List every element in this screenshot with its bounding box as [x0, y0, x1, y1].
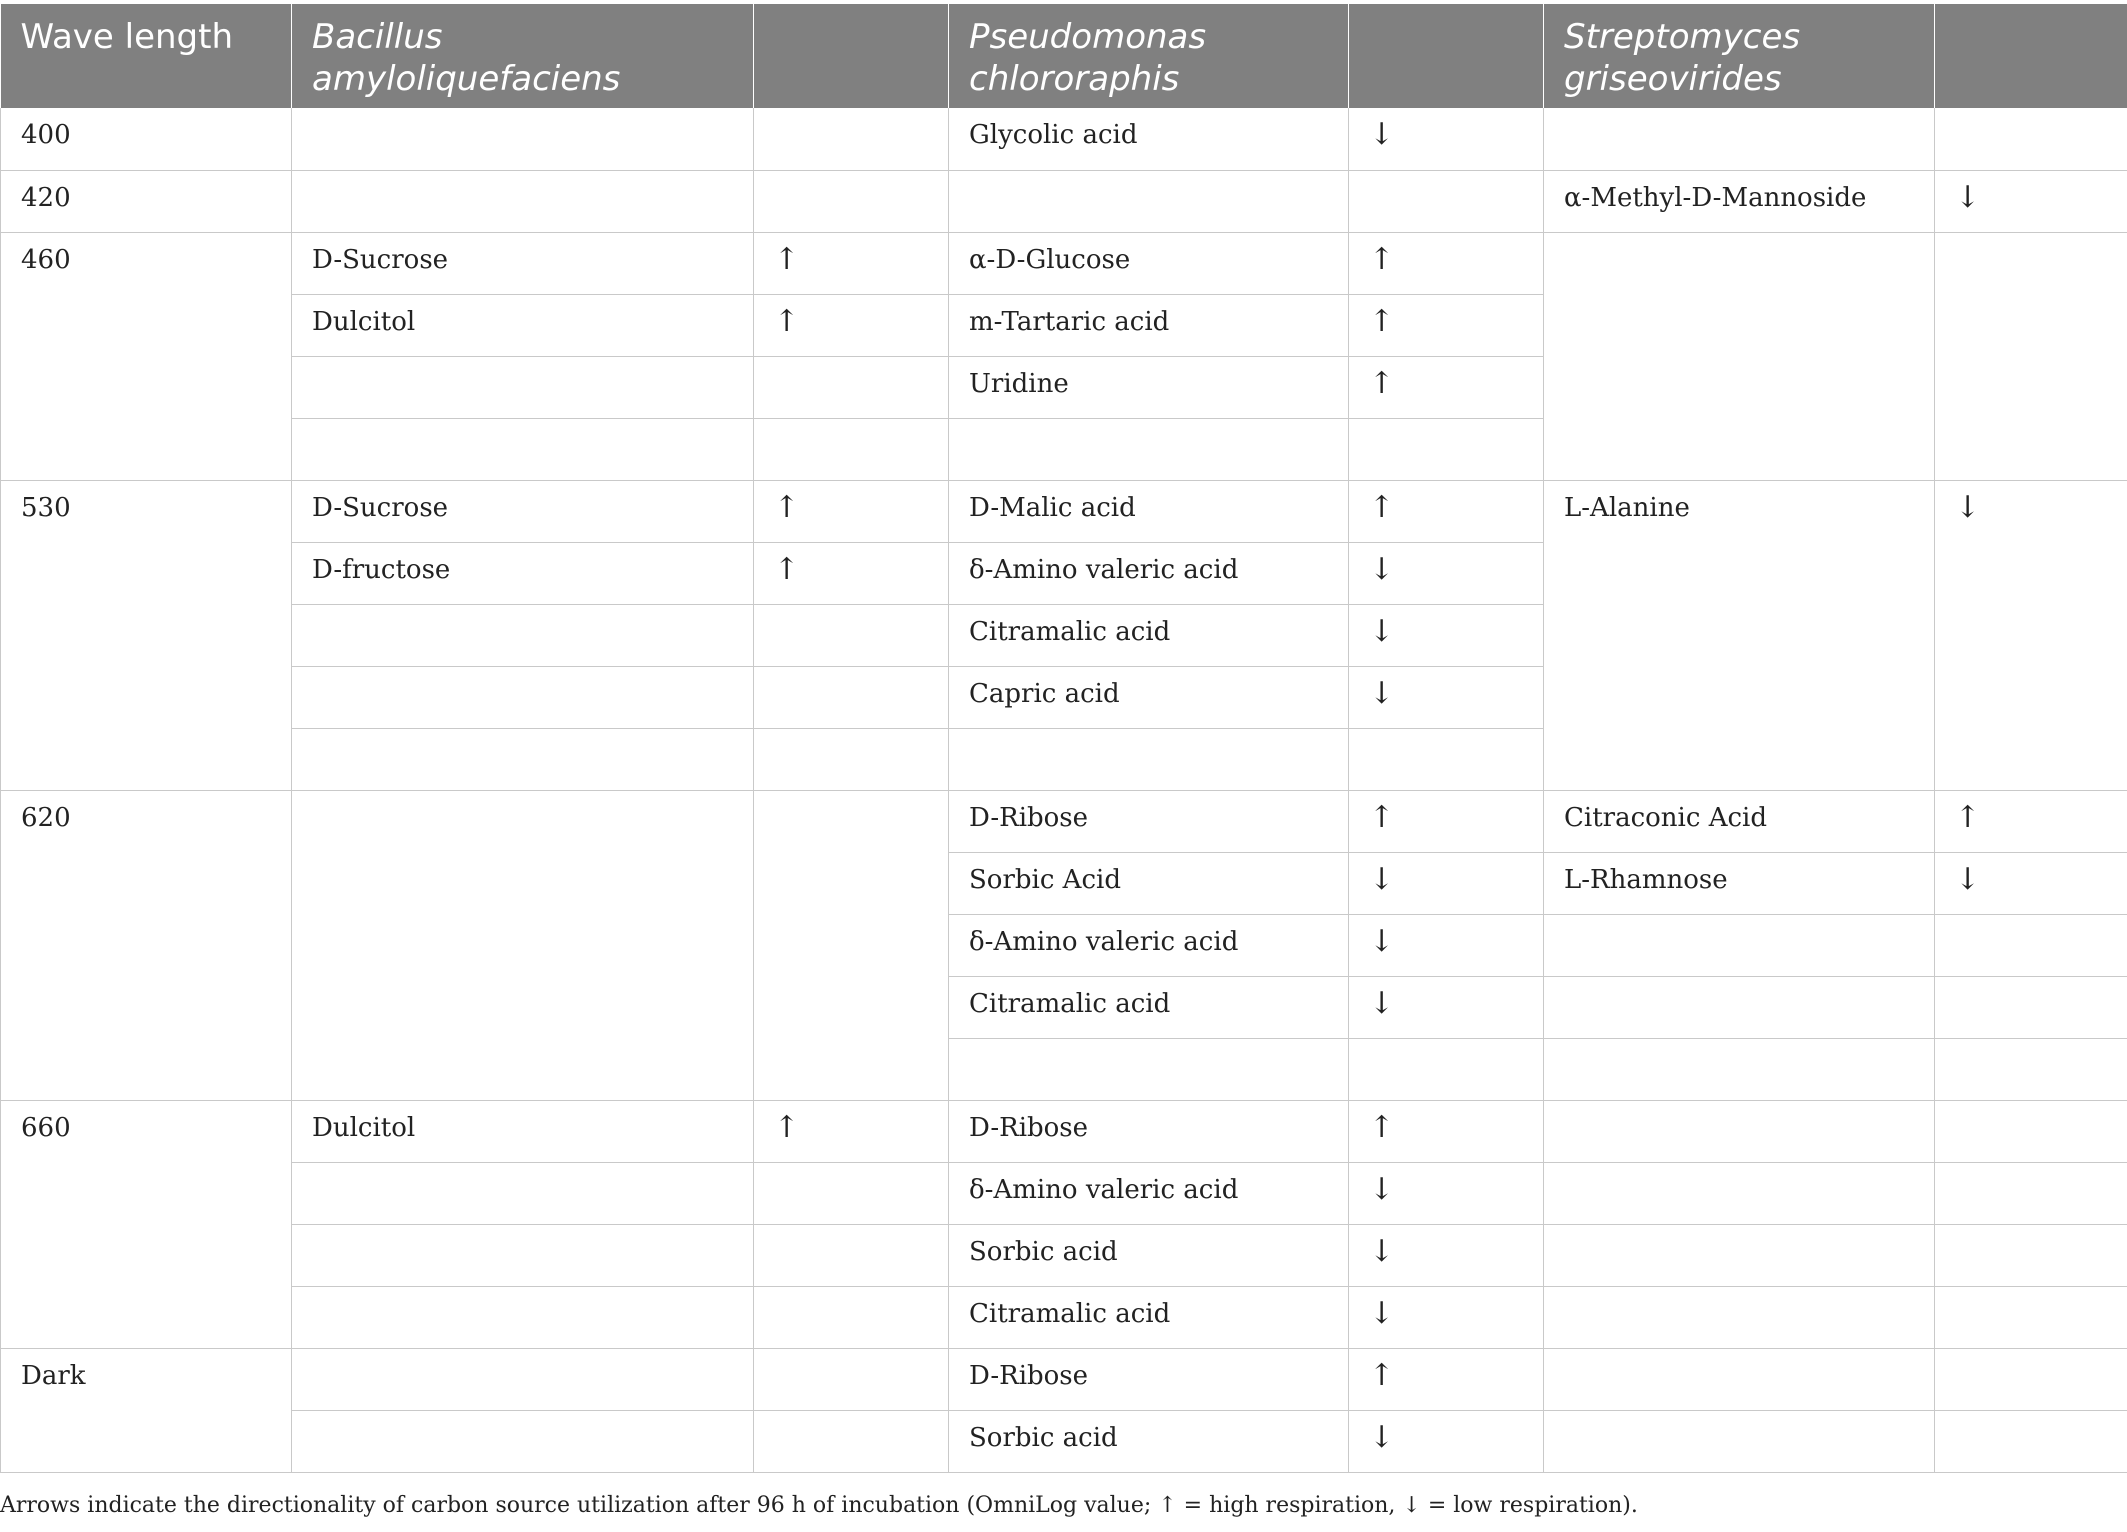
bacillus-source [292, 728, 754, 790]
bacillus-source: D-Sucrose [292, 232, 754, 294]
pseudomonas-source: δ-Amino valeric acid [949, 1162, 1349, 1224]
bacillus-direction: ↑ [754, 480, 949, 542]
pseudomonas-source: D-Malic acid [949, 480, 1349, 542]
streptomyces-direction [1935, 1162, 2127, 1224]
table-row [1, 480, 2127, 542]
bacillus-source [292, 108, 754, 170]
wavelength-cell: 460 [1, 232, 292, 480]
pseudomonas-source: Capric acid [949, 666, 1349, 728]
header-bacillus-direction [754, 4, 949, 108]
bacillus-source [292, 170, 754, 232]
pseudomonas-direction: ↑ [1349, 790, 1544, 852]
bacillus-source [292, 1348, 754, 1410]
streptomyces-source: L-Rhamnose [1544, 852, 1935, 914]
pseudomonas-direction: ↓ [1349, 1224, 1544, 1286]
table-row [1, 1348, 2127, 1410]
pseudomonas-source: D-Ribose [949, 790, 1349, 852]
streptomyces-source: L-Alanine [1544, 480, 1935, 790]
streptomyces-source [1544, 1162, 1935, 1224]
bacillus-source [292, 356, 754, 418]
table-row [1, 170, 2127, 232]
streptomyces-direction [1935, 976, 2127, 1038]
pseudomonas-source: δ-Amino valeric acid [949, 542, 1349, 604]
pseudomonas-direction: ↓ [1349, 852, 1544, 914]
streptomyces-direction: ↑ [1935, 790, 2127, 852]
streptomyces-source [1544, 1286, 1935, 1348]
streptomyces-direction [1935, 1348, 2127, 1410]
table-row [1, 1286, 2127, 1348]
streptomyces-direction [1935, 108, 2127, 170]
bacillus-direction [754, 666, 949, 728]
bacillus-direction [754, 1286, 949, 1348]
pseudomonas-source [949, 170, 1349, 232]
bacillus-direction [754, 418, 949, 480]
table-row [1, 790, 2127, 852]
pseudomonas-direction: ↑ [1349, 1100, 1544, 1162]
pseudomonas-direction [1349, 170, 1544, 232]
pseudomonas-direction [1349, 728, 1544, 790]
carbon-source-table [0, 4, 2127, 1473]
bacillus-direction [754, 1224, 949, 1286]
bacillus-direction [754, 1162, 949, 1224]
wavelength-cell: 620 [1, 790, 292, 1100]
wavelength-cell: Dark [1, 1348, 292, 1472]
streptomyces-direction: ↓ [1935, 480, 2127, 790]
wavelength-cell: 530 [1, 480, 292, 790]
bacillus-source [292, 666, 754, 728]
bacillus-source: D-Sucrose [292, 480, 754, 542]
streptomyces-direction [1935, 1410, 2127, 1472]
wavelength-cell: 420 [1, 170, 292, 232]
bacillus-direction: ↑ [754, 294, 949, 356]
pseudomonas-direction: ↑ [1349, 480, 1544, 542]
streptomyces-source [1544, 1224, 1935, 1286]
bacillus-source [292, 604, 754, 666]
pseudomonas-source: Sorbic acid [949, 1410, 1349, 1472]
pseudomonas-direction [1349, 418, 1544, 480]
pseudomonas-source: Citramalic acid [949, 976, 1349, 1038]
header-row [1, 4, 2127, 108]
header-bacillus: Bacillus amyloliquefaciens [292, 4, 754, 108]
streptomyces-direction: ↓ [1935, 852, 2127, 914]
table-row [1, 1410, 2127, 1472]
pseudomonas-source: Citramalic acid [949, 604, 1349, 666]
pseudomonas-source: D-Ribose [949, 1348, 1349, 1410]
streptomyces-source [1544, 108, 1935, 170]
pseudomonas-direction: ↓ [1349, 666, 1544, 728]
pseudomonas-direction: ↑ [1349, 1348, 1544, 1410]
pseudomonas-source: α-D-Glucose [949, 232, 1349, 294]
pseudomonas-direction [1349, 1038, 1544, 1100]
streptomyces-direction [1935, 1038, 2127, 1100]
streptomyces-direction [1935, 914, 2127, 976]
pseudomonas-direction: ↓ [1349, 108, 1544, 170]
bacillus-direction [754, 1410, 949, 1472]
bacillus-source [292, 1162, 754, 1224]
bacillus-source [292, 790, 754, 1100]
streptomyces-direction [1935, 1224, 2127, 1286]
streptomyces-source [1544, 1100, 1935, 1162]
bacillus-direction [754, 170, 949, 232]
pseudomonas-source: Citramalic acid [949, 1286, 1349, 1348]
bacillus-direction: ↑ [754, 1100, 949, 1162]
header-pseudomonas: Pseudomonas chlororaphis [949, 4, 1349, 108]
streptomyces-source [1544, 1348, 1935, 1410]
bacillus-direction [754, 1348, 949, 1410]
pseudomonas-direction: ↓ [1349, 976, 1544, 1038]
bacillus-source: Dulcitol [292, 294, 754, 356]
streptomyces-source [1544, 1038, 1935, 1100]
pseudomonas-source: Sorbic acid [949, 1224, 1349, 1286]
bacillus-direction: ↑ [754, 232, 949, 294]
header-streptomyces-direction [1935, 4, 2127, 108]
bacillus-direction [754, 790, 949, 1100]
bacillus-direction [754, 356, 949, 418]
pseudomonas-source [949, 1038, 1349, 1100]
pseudomonas-direction: ↓ [1349, 914, 1544, 976]
pseudomonas-direction: ↓ [1349, 1286, 1544, 1348]
pseudomonas-source [949, 418, 1349, 480]
pseudomonas-direction: ↓ [1349, 542, 1544, 604]
bacillus-source [292, 418, 754, 480]
bacillus-direction: ↑ [754, 542, 949, 604]
pseudomonas-direction: ↑ [1349, 294, 1544, 356]
pseudomonas-direction: ↓ [1349, 604, 1544, 666]
bacillus-source [292, 1224, 754, 1286]
pseudomonas-direction: ↓ [1349, 1162, 1544, 1224]
pseudomonas-source: δ-Amino valeric acid [949, 914, 1349, 976]
bacillus-source [292, 1410, 754, 1472]
header-pseudomonas-direction [1349, 4, 1544, 108]
pseudomonas-source: Glycolic acid [949, 108, 1349, 170]
pseudomonas-source [949, 728, 1349, 790]
bacillus-direction [754, 108, 949, 170]
streptomyces-source [1544, 976, 1935, 1038]
pseudomonas-source: D-Ribose [949, 1100, 1349, 1162]
streptomyces-direction [1935, 1100, 2127, 1162]
streptomyces-source [1544, 232, 1935, 480]
bacillus-source: Dulcitol [292, 1100, 754, 1162]
table-footnote: Arrows indicate the directionality of carbon source utilization after 96 h of incubation (OmniLog value; ↑ = high respiration, ↓ = low respiration). [0, 1493, 1638, 1518]
pseudomonas-source: m-Tartaric acid [949, 294, 1349, 356]
bacillus-direction [754, 604, 949, 666]
pseudomonas-source: Uridine [949, 356, 1349, 418]
table-row [1, 108, 2127, 170]
bacillus-source: D-fructose [292, 542, 754, 604]
table-row [1, 232, 2127, 294]
bacillus-direction [754, 728, 949, 790]
pseudomonas-direction: ↑ [1349, 232, 1544, 294]
table-row [1, 1162, 2127, 1224]
bacillus-source [292, 1286, 754, 1348]
wavelength-cell: 400 [1, 108, 292, 170]
streptomyces-source: α-Methyl-D-Mannoside [1544, 170, 1935, 232]
streptomyces-direction: ↓ [1935, 170, 2127, 232]
pseudomonas-source: Sorbic Acid [949, 852, 1349, 914]
table-row [1, 1224, 2127, 1286]
table-row [1, 1100, 2127, 1162]
streptomyces-source [1544, 914, 1935, 976]
header-wavelength: Wave length [1, 4, 292, 108]
streptomyces-source: Citraconic Acid [1544, 790, 1935, 852]
streptomyces-direction [1935, 1286, 2127, 1348]
wavelength-cell: 660 [1, 1100, 292, 1348]
pseudomonas-direction: ↓ [1349, 1410, 1544, 1472]
pseudomonas-direction: ↑ [1349, 356, 1544, 418]
streptomyces-direction [1935, 232, 2127, 480]
header-streptomyces: Streptomyces griseovirides [1544, 4, 1935, 108]
streptomyces-source [1544, 1410, 1935, 1472]
